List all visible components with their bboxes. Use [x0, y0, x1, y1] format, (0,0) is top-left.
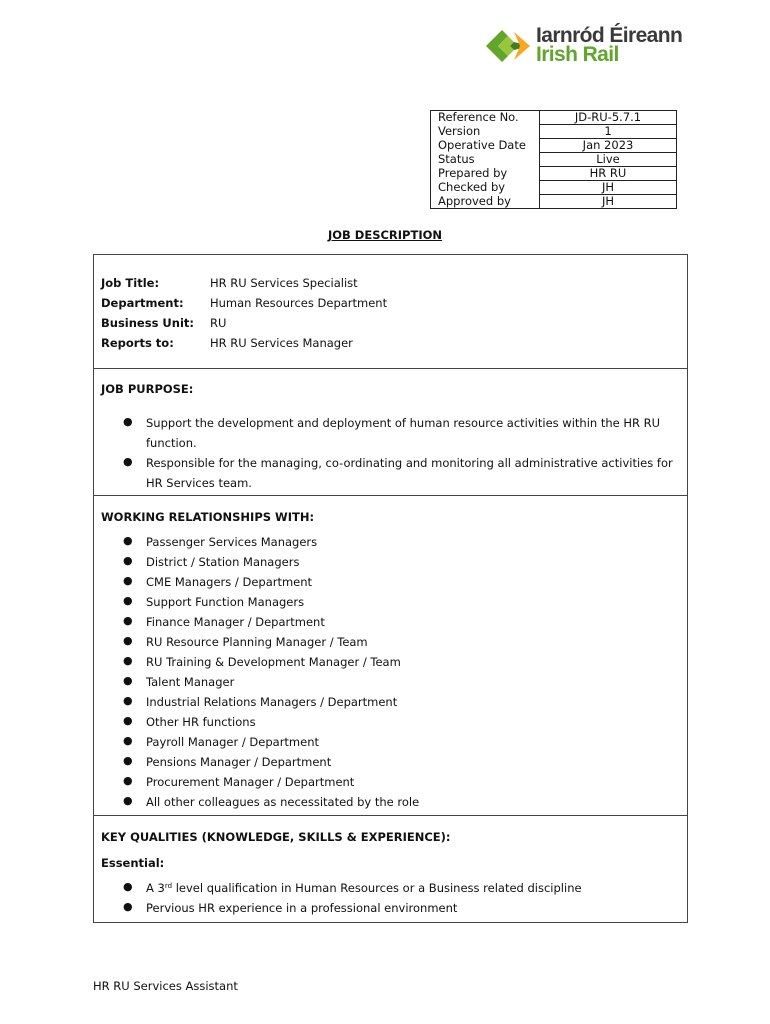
reference-key: Version [431, 125, 540, 139]
bullet-icon: ● [123, 794, 133, 807]
list-item-text: Pervious HR experience in a professional environment [146, 901, 458, 915]
list-item-text: RU Training & Development Manager / Team [146, 655, 401, 669]
list-item-text: Support the development and deployment of human resource activities within the HR RU function. [146, 416, 661, 450]
reference-value: JH [540, 181, 677, 195]
list-item-text: Support Function Managers [146, 595, 305, 609]
bullet-icon: ● [123, 574, 133, 587]
detail-value: RU [210, 316, 227, 330]
working-relationships-section [94, 496, 687, 816]
reference-key: Approved by [431, 195, 540, 209]
bullet-icon: ● [123, 774, 133, 787]
reference-value: JH [540, 195, 677, 209]
detail-label: Department: [101, 296, 184, 310]
bullet-icon: ● [123, 714, 133, 727]
job-details-section [94, 255, 687, 369]
detail-value: HR RU Services Manager [210, 336, 353, 350]
logo-text-irish: Iarnród Éireann [536, 24, 683, 47]
reference-value: Jan 2023 [540, 139, 677, 153]
job-purpose-section [94, 369, 687, 496]
list-item-text: All other colleagues as necessitated by the role [146, 795, 420, 809]
bullet-icon: ● [123, 754, 133, 767]
reference-value: Live [540, 153, 677, 167]
list-item-text: CME Managers / Department [146, 575, 313, 589]
reference-key: Checked by [431, 181, 540, 195]
reference-value: HR RU [540, 167, 677, 181]
job-description-box [93, 254, 688, 923]
list-item-text: Talent Manager [146, 675, 235, 689]
reference-table [430, 110, 677, 209]
list-item-text: Pensions Manager / Department [146, 755, 332, 769]
footer-text: HR RU Services Assistant [93, 979, 238, 993]
bullet-icon: ● [123, 614, 133, 627]
reference-value: 1 [540, 125, 677, 139]
list-item-text: Other HR functions [146, 715, 256, 729]
key-qualities-section [94, 816, 687, 922]
bullet-icon: ● [123, 554, 133, 567]
list-item-text: Industrial Relations Managers / Department [146, 695, 398, 709]
logo-text-english: Irish Rail [536, 43, 619, 66]
reference-row [431, 181, 677, 195]
document-heading: JOB DESCRIPTION [327, 228, 443, 242]
detail-value: Human Resources Department [210, 296, 388, 310]
list-item-text: District / Station Managers [146, 555, 300, 569]
section-title: JOB PURPOSE: [101, 382, 194, 396]
bullet-icon: ● [123, 594, 133, 607]
reference-row [431, 195, 677, 209]
reference-key: Status [431, 153, 540, 167]
list-item-text: Finance Manager / Department [146, 615, 325, 629]
bullet-icon: ● [123, 694, 133, 707]
bullet-icon: ● [123, 900, 133, 913]
reference-row [431, 139, 677, 153]
reference-value: JD-RU-5.7.1 [540, 111, 677, 125]
list-item-text: RU Resource Planning Manager / Team [146, 635, 368, 649]
irish-rail-logo [484, 24, 683, 68]
bullet-icon: ● [123, 674, 133, 687]
list-item-text: A 3rd level qualification in Human Resources or a Business related discipline [146, 881, 582, 895]
reference-key: Prepared by [431, 167, 540, 181]
list-item-text: Responsible for the managing, co-ordinating and monitoring all administrative activities for HR Services team. [146, 456, 673, 490]
detail-label: Business Unit: [101, 316, 194, 330]
bullet-icon: ● [123, 654, 133, 667]
bullet-icon: ● [123, 634, 133, 647]
detail-label: Job Title: [101, 276, 160, 290]
list-item-text: Payroll Manager / Department [146, 735, 320, 749]
bullet-icon: ● [123, 734, 133, 747]
irish-rail-logo-icon [484, 28, 532, 64]
bullet-icon: ● [123, 415, 133, 428]
reference-row [431, 125, 677, 139]
detail-label: Reports to: [101, 336, 174, 350]
bullet-icon: ● [123, 534, 133, 547]
reference-row [431, 111, 677, 125]
essential-subtitle: Essential: [101, 856, 165, 870]
detail-value: HR RU Services Specialist [210, 276, 358, 290]
reference-row [431, 167, 677, 181]
section-title: WORKING RELATIONSHIPS WITH: [101, 510, 315, 524]
reference-key: Operative Date [431, 139, 540, 153]
section-title: KEY QUALITIES (KNOWLEDGE, SKILLS & EXPERIENCE): [101, 830, 451, 844]
reference-row [431, 153, 677, 167]
list-item-text: Passenger Services Managers [146, 535, 318, 549]
bullet-icon: ● [123, 880, 133, 893]
list-item-text: Procurement Manager / Department [146, 775, 355, 789]
reference-key: Reference No. [431, 111, 540, 125]
bullet-icon: ● [123, 455, 133, 468]
